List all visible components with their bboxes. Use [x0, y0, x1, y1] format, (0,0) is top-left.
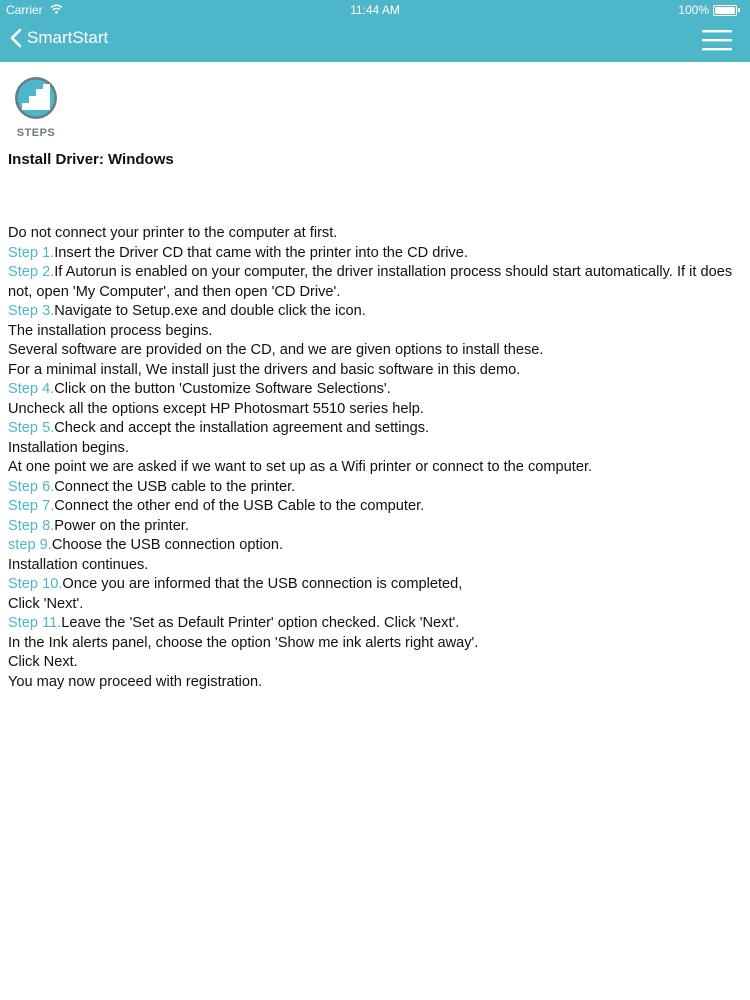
- step-label: Step 3.: [8, 303, 55, 319]
- line-text: Navigate to Setup.exe and double click the icon.: [54, 303, 366, 319]
- instruction-line: [8, 478, 743, 498]
- back-label: SmartStart: [27, 28, 109, 47]
- line-text: Once you are informed that the USB connection is completed,: [62, 576, 463, 592]
- step-label: Step 2.: [8, 264, 55, 280]
- battery-label: 100%: [678, 3, 709, 17]
- line-text: Installation begins.: [8, 439, 129, 456]
- battery-tip: [738, 8, 740, 12]
- chevron-left-icon: [10, 28, 22, 48]
- step-label: Step 5.: [8, 420, 55, 436]
- instruction-line: [8, 419, 743, 439]
- line-text: Connect the other end of the USB Cable to the computer.: [54, 498, 425, 514]
- step-label: Step 4.: [8, 381, 55, 397]
- instruction-line: [8, 653, 743, 673]
- step-label: Step 8.: [8, 517, 55, 534]
- instruction-line: [8, 575, 743, 595]
- instruction-line: [8, 341, 743, 361]
- line-text: Click 'Next'.: [8, 595, 84, 612]
- line-text: For a minimal install, We install just the drivers and basic software in this demo.: [8, 361, 521, 378]
- instruction-line: [8, 536, 743, 556]
- instruction-line: [8, 263, 743, 302]
- line-text: At one point we are asked if we want to set up as a Wifi printer or connect to the computer.: [8, 459, 593, 475]
- page-title: Install Driver: Windows: [8, 151, 174, 168]
- line-text: Do not connect your printer to the computer at first.: [8, 225, 338, 241]
- step-label: Step 10.: [8, 576, 63, 592]
- line-text: Several software are provided on the CD, and we are given options to install these.: [8, 342, 544, 358]
- instruction-line: [8, 361, 743, 381]
- nav-bar: [0, 20, 750, 62]
- step-label: step 9.: [8, 537, 52, 553]
- line-text: In the Ink alerts panel, choose the option 'Show me ink alerts right away'.: [8, 634, 479, 651]
- stairs-icon: [14, 76, 58, 120]
- step-label: Step 6.: [8, 478, 55, 495]
- instruction-line: [8, 458, 743, 478]
- carrier-label: Carrier: [6, 3, 43, 17]
- instruction-line: [8, 556, 743, 576]
- status-battery: [678, 3, 740, 17]
- instruction-line: [8, 595, 743, 615]
- step-label: Step 11.: [8, 615, 62, 631]
- line-text: Installation continues.: [8, 556, 149, 573]
- battery-icon: [713, 5, 737, 16]
- instruction-line: [8, 614, 743, 634]
- steps-logo: [8, 72, 64, 139]
- line-text: The installation process begins.: [8, 322, 213, 339]
- line-text: Click on the button 'Customize Software Selections'.: [54, 381, 391, 397]
- line-text: Uncheck all the options except HP Photosmart 5510 series help.: [8, 400, 424, 417]
- top-bar: [0, 0, 750, 62]
- line-text: Click Next.: [8, 654, 78, 670]
- line-text: Choose the USB connection option.: [51, 537, 284, 553]
- instruction-line: [8, 673, 743, 693]
- instruction-line: [8, 224, 743, 244]
- instruction-line: [8, 634, 743, 654]
- hamburger-menu-icon: [702, 29, 732, 51]
- line-text: Check and accept the installation agreement and settings.: [54, 420, 430, 436]
- instruction-line: [8, 380, 743, 400]
- line-text: If Autorun is enabled on your computer, the driver installation process should start automatically. If it does not, open 'My Computer', and then open 'CD Drive'.: [8, 264, 733, 300]
- instruction-line: [8, 439, 743, 459]
- steps-caption: STEPS: [16, 127, 56, 139]
- line-text: You may now proceed with registration.: [8, 673, 263, 690]
- instruction-line: [8, 517, 743, 537]
- instruction-line: [8, 400, 743, 420]
- instructions: [8, 224, 743, 692]
- instruction-line: [8, 244, 743, 264]
- back-button[interactable]: [10, 28, 108, 48]
- line-text: Insert the Driver CD that came with the printer into the CD drive.: [54, 244, 468, 261]
- line-text: Power on the printer.: [54, 517, 189, 534]
- main-content: [8, 72, 743, 692]
- line-text: Leave the 'Set as Default Printer' option checked. Click 'Next'.: [61, 615, 460, 631]
- menu-button[interactable]: [702, 29, 732, 56]
- status-time: 11:44 AM: [350, 3, 400, 17]
- instruction-line: [8, 497, 743, 517]
- step-label: Step 1.: [8, 244, 55, 261]
- instruction-line: [8, 302, 743, 322]
- step-label: Step 7.: [8, 498, 55, 514]
- line-text: Connect the USB cable to the printer.: [54, 478, 296, 495]
- instruction-line: [8, 322, 743, 342]
